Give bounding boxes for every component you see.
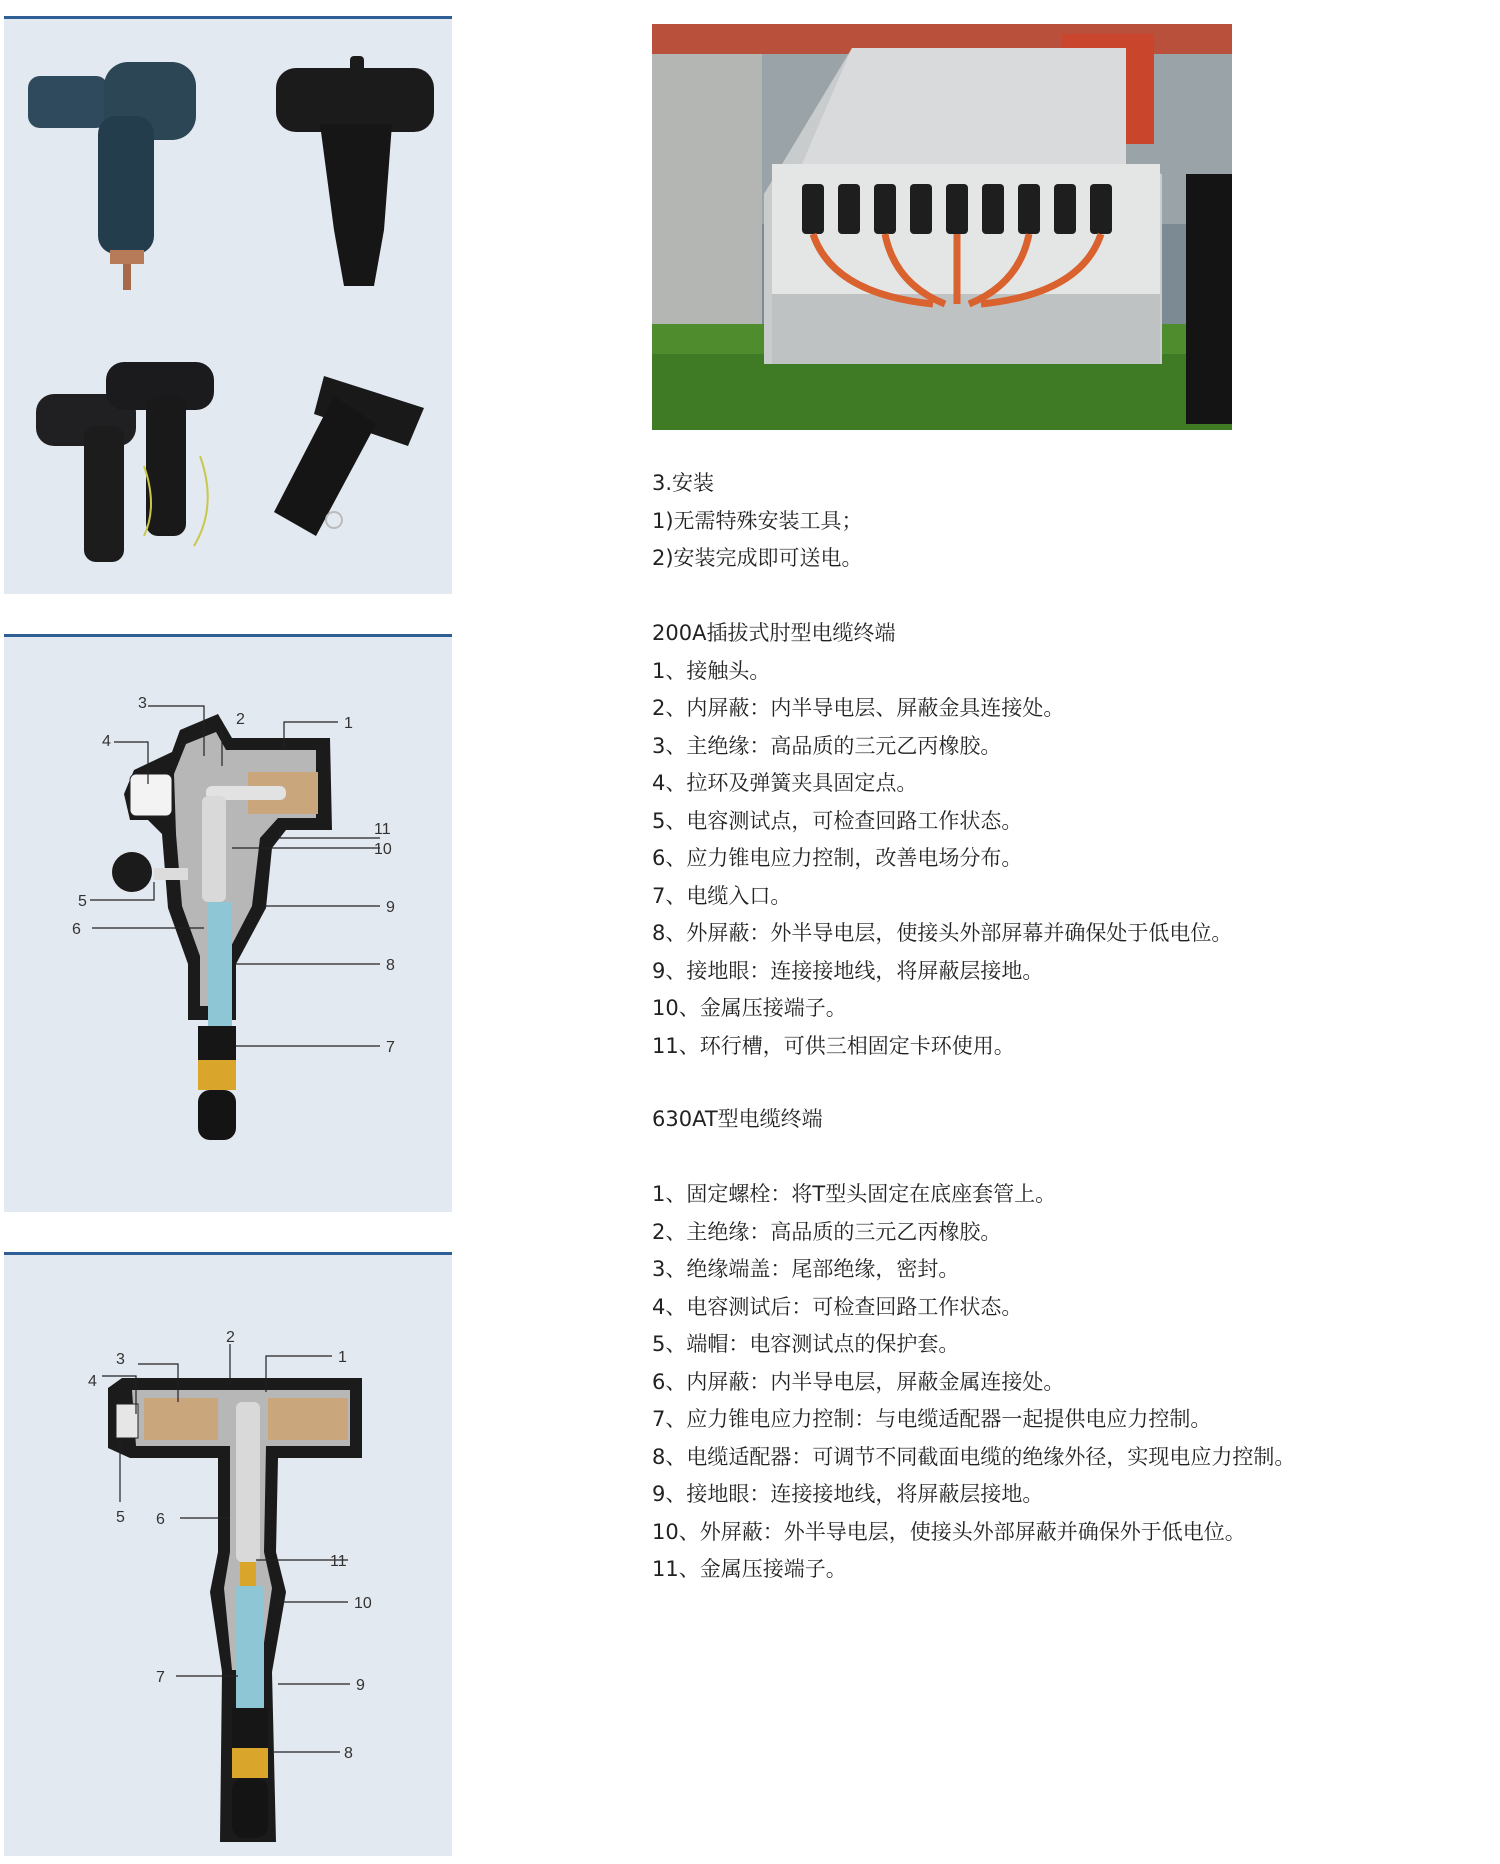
diagram-label-9: 9 — [356, 1677, 365, 1694]
end-cap — [116, 1404, 138, 1438]
pulling-eye — [130, 774, 172, 816]
tee-630a-item: 10、外屏蔽：外半导电层，使接头外部屏蔽并确保外于低电位。 — [652, 1519, 1246, 1544]
cable-tape — [198, 1060, 236, 1090]
diagram-label-2: 2 — [226, 1329, 235, 1346]
diagram-label-1: 1 — [338, 1349, 347, 1366]
diagram-label-8: 8 — [386, 957, 395, 974]
diagram-label-4: 4 — [88, 1373, 97, 1390]
tee-630a-title-block — [652, 1101, 1432, 1139]
crimp-connector — [202, 796, 226, 902]
elbow-200a-item: 5、电容测试点，可检查回路工作状态。 — [652, 808, 1023, 833]
elbow-200a-item: 10、金属压接端子。 — [652, 996, 847, 1020]
product-photos-panel — [4, 16, 452, 594]
install-section — [652, 465, 1432, 578]
cable-adapter — [236, 1586, 264, 1708]
cable-insulation — [208, 902, 232, 1030]
diagram-label-8: 8 — [344, 1745, 353, 1762]
tee-630a-item: 5、端帽：电容测试点的保护套。 — [652, 1332, 960, 1356]
elbow-200a-item: 7、电缆入口。 — [652, 883, 792, 908]
blue-elbow-connector-image — [28, 62, 196, 290]
cable-branch-box-illustration — [652, 24, 1232, 430]
insulating-plug — [144, 1398, 218, 1440]
elbow-200a-item: 2、内屏蔽：内半导电层、屏蔽金具连接处。 — [652, 696, 1065, 720]
diagram-label-1: 1 — [344, 715, 353, 732]
elbow-200a-title: 200A插拔式肘型电缆终端 — [652, 621, 896, 645]
elbow-200a-section — [652, 615, 1432, 1065]
elbow-200a-item: 11、环行槽，可供三相固定卡环使用。 — [652, 1033, 1015, 1058]
diagram-label-6: 6 — [72, 921, 81, 938]
tee-630a-item: 4、电容测试后：可检查回路工作状态。 — [652, 1294, 1023, 1319]
tee-630a-section — [652, 1176, 1432, 1589]
elbow-pair-image — [36, 362, 214, 562]
diagram-label-3: 3 — [116, 1351, 125, 1368]
tee-630a-item: 9、接地眼：连接接地线，将屏蔽层接地。 — [652, 1482, 1044, 1506]
tee-630a-item: 8、电缆适配器：可调节不同截面电缆的绝缘外径，实现电应力控制。 — [652, 1444, 1296, 1469]
cable-jacket — [198, 1026, 236, 1060]
diagram-label-10: 10 — [354, 1595, 372, 1612]
diagram-label-2: 2 — [236, 711, 245, 728]
test-point — [154, 868, 188, 880]
diagram-label-11: 11 — [374, 821, 391, 838]
install-item: 2)安装完成即可送电。 — [652, 546, 863, 570]
crimp-lug — [240, 1562, 256, 1586]
elbow-200a-item: 1、接触头。 — [652, 658, 771, 683]
cable-tape — [232, 1748, 268, 1778]
fixing-bolt — [236, 1402, 260, 1562]
diagram-label-4: 4 — [102, 733, 111, 750]
diagram-label-9: 9 — [386, 899, 395, 916]
product-photos-illustration — [4, 16, 452, 594]
black-tee-connector-image — [276, 56, 434, 286]
elbow-200a-item: 9、接地眼：连接接地线，将屏蔽层接地。 — [652, 958, 1044, 983]
diagram-label-7: 7 — [156, 1669, 165, 1686]
tee-630a-item: 7、应力锥电应力控制：与电缆适配器一起提供电应力控制。 — [652, 1407, 1212, 1431]
tee-630a-item: 6、内屏蔽：内半导电层，屏蔽金属连接处。 — [652, 1369, 1065, 1394]
cable-end — [232, 1778, 268, 1838]
diagram-label-3: 3 — [138, 695, 147, 712]
tee-630a-item: 2、主绝缘：高品质的三元乙丙橡胶。 — [652, 1219, 1002, 1244]
install-item: 1)无需特殊安装工具； — [652, 508, 863, 533]
tee-630a-title: 630AT型电缆终端 — [652, 1107, 823, 1131]
tee-630a-item: 11、金属压接端子。 — [652, 1557, 847, 1581]
diagram-label-11: 11 — [330, 1553, 347, 1570]
diagram-label-7: 7 — [386, 1039, 395, 1056]
diagram-label-10: 10 — [374, 841, 392, 858]
bushing-chamber — [268, 1398, 348, 1440]
tee-diagram-panel — [4, 1252, 452, 1856]
diagram-label-6: 6 — [156, 1511, 165, 1528]
elbow-200a-item: 4、拉环及弹簧夹具固定点。 — [652, 771, 918, 795]
tee-cross-section-diagram — [4, 1252, 452, 1856]
tee-630a-item: 3、绝缘端盖：尾部绝缘，密封。 — [652, 1257, 960, 1281]
elbow-diagram-panel — [4, 634, 452, 1212]
elbow-200a-item: 8、外屏蔽：外半导电层，使接头外部屏幕并确保处于低电位。 — [652, 921, 1233, 945]
cable-jacket — [232, 1708, 268, 1748]
elbow-cross-section-diagram — [4, 634, 452, 1212]
diagram-label-5: 5 — [78, 893, 87, 910]
install-heading: 3.安装 — [652, 471, 715, 495]
cable-branch-box-photo — [652, 24, 1232, 430]
elbow-200a-item: 6、应力锥电应力控制，改善电场分布。 — [652, 846, 1023, 870]
diagram-label-5: 5 — [116, 1509, 125, 1526]
elbow-200a-item: 3、主绝缘：高品质的三元乙丙橡胶。 — [652, 733, 1002, 758]
angled-elbow-connector-image — [274, 376, 424, 536]
cable-end — [198, 1090, 236, 1140]
tee-630a-item: 1、固定螺栓：将T型头固定在底座套管上。 — [652, 1182, 1057, 1206]
test-point-ring — [112, 852, 152, 892]
